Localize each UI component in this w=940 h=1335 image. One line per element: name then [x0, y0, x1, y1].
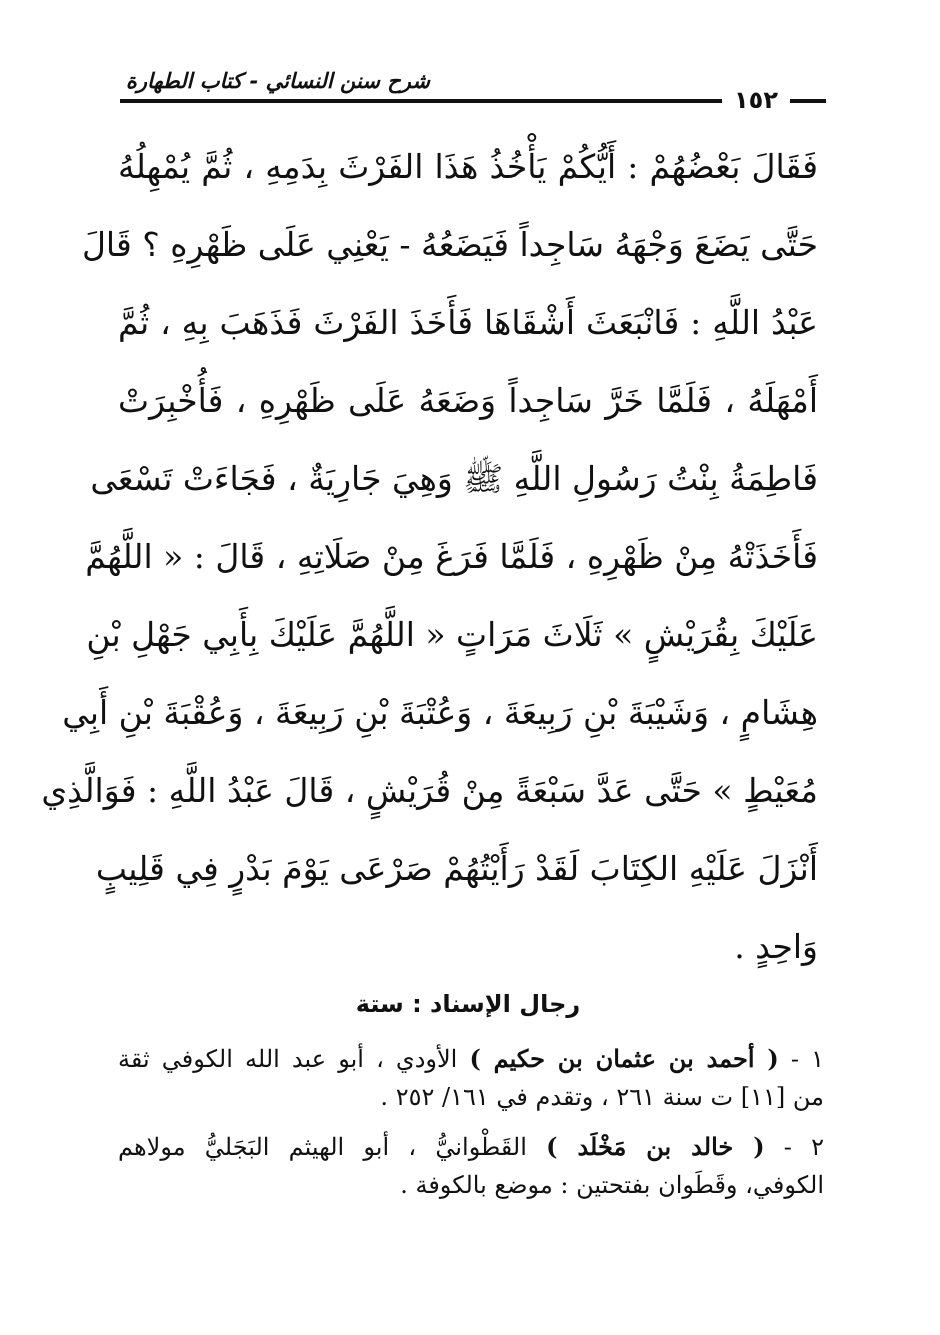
hadith-line: مُعَيْطٍ » حَتَّى عَدَّ سَبْعَةً مِنْ قُرَيْشٍ ، قَالَ عَبْدُ اللَّهِ : فَوَالَّذِي: [41, 771, 818, 810]
note-line: من [١١] ت سنة ٢٦١ ، وتقدم في ١٦١/ ٢٥٢ .: [380, 1083, 824, 1111]
narrator-name: ( أحمد بن عثمان بن حكيم ): [469, 1044, 779, 1073]
hadith-text: [41, 128, 818, 986]
narrator-notes: [118, 1040, 824, 1204]
note-line: [118, 1040, 824, 1078]
hadith-line: حَتَّى يَضَعَ وَجْهَهُ سَاجِداً فَيَضَعُهُ - يَعْنِي عَلَى ظَهْرِهِ ؟ قَالَ: [81, 225, 818, 264]
hadith-line: فَقَالَ بَعْضُهُمْ : أَيُّكُمْ يَأْخُذُ هَذَا الفَرْثَ بِدَمِهِ ، ثُمَّ يُمْهِلُهُ: [118, 147, 818, 186]
narrator-description: القَطْوانيُّ ، أبو الهيثم البَجَليُّ مولاهم: [118, 1133, 547, 1161]
hadith-line: أَمْهَلَهُ ، فَلَمَّا خَرَّ سَاجِداً وَضَعَهُ عَلَى ظَهْرِهِ ، فَأُخْبِرَتْ: [118, 381, 818, 420]
note-number: ١ -: [778, 1045, 824, 1073]
header-rule: [120, 99, 722, 103]
hadith-line: فَأَخَذَتْهُ مِنْ ظَهْرِهِ ، فَلَمَّا فَرَغَ مِنْ صَلَاتِهِ ، قَالَ : « اللَّهُمَّ: [85, 537, 818, 576]
hadith-line: أَنْزَلَ عَلَيْهِ الكِتَابَ لَقَدْ رَأَيْتُهُمْ صَرْعَى يَوْمَ بَدْرٍ فِي قَلِيبٍ: [95, 849, 818, 888]
narrator-name: ( خالد بن مَخْلَد ): [546, 1132, 765, 1161]
note-number: ٢ -: [764, 1133, 825, 1161]
hadith-line: فَاطِمَةُ بِنْتُ رَسُولِ اللَّهِ ﷺ وَهِيَ جَارِيَةٌ ، فَجَاءَتْ تَسْعَى: [90, 459, 818, 498]
hadith-line: وَاحِدٍ .: [734, 927, 818, 966]
note-line: الكوفي، وقَطَوان بفتحتين : موضع بالكوفة .: [400, 1171, 824, 1199]
running-header-title: شرح سنن النسائي - كتاب الطهارة: [125, 69, 430, 93]
page-number: ١٥٢: [734, 86, 778, 114]
note-line: [118, 1128, 824, 1166]
hadith-line: عَبْدُ اللَّهِ : فَانْبَعَثَ أَشْقَاهَا فَأَخَذَ الفَرْثَ فَذَهَبَ بِهِ ، ثُمَّ: [118, 303, 818, 342]
header-rule-short: [790, 99, 826, 103]
note-spacer: [118, 1116, 824, 1128]
narrator-description: الأودي ، أبو عبد الله الكوفي ثقة: [118, 1045, 470, 1073]
section-heading: رجال الإسناد : ستة: [355, 990, 581, 1018]
hadith-line: عَلَيْكَ بِقُرَيْشٍ » ثَلَاثَ مَرَاتٍ « اللَّهُمَّ عَلَيْكَ بِأَبِي جَهْلِ بْنِ: [86, 615, 818, 654]
hadith-line: هِشَامٍ ، وَشَيْبَةَ بْنِ رَبِيعَةَ ، وَعُتْبَةَ بْنِ رَبِيعَةَ ، وَعُقْبَةَ بْنِ أَبِي: [62, 693, 818, 732]
